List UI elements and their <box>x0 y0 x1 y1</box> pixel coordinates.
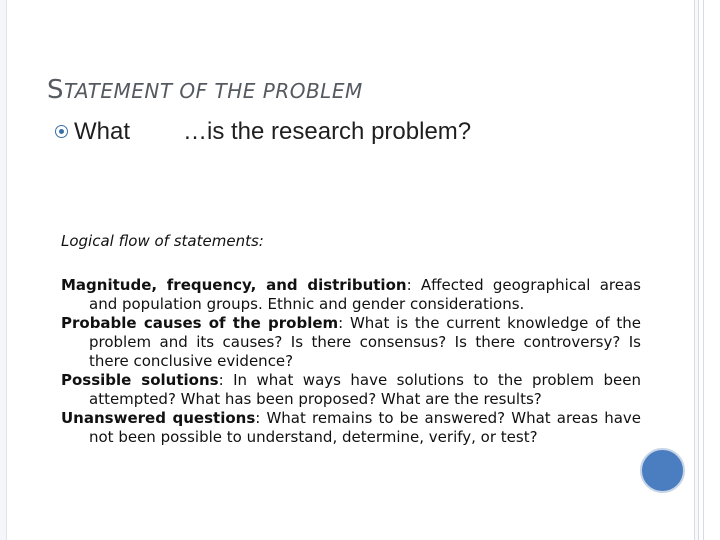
decorative-circle <box>640 448 685 493</box>
item-heading: Magnitude, frequency, and distribution <box>61 276 407 294</box>
title-initial: S <box>47 75 65 105</box>
item-solutions <box>61 371 641 409</box>
item-heading: Possible solutions <box>61 371 219 389</box>
left-border <box>0 0 7 540</box>
lead-text: Logical flow of statements: <box>61 232 264 250</box>
right-border <box>694 0 699 540</box>
item-text: : What is the current knowledge of the problem and its causes? Is there consensus? Is there controversy? Is there conclusive evidence? <box>89 314 641 370</box>
item-unanswered <box>61 409 641 447</box>
right-border-line <box>703 0 706 540</box>
item-text: : In what ways have solutions to the problem been attempted? What has been proposed? What are the results? <box>89 371 641 408</box>
bullet-question: …is the research problem? <box>183 118 472 145</box>
item-heading: Unanswered questions <box>61 409 256 427</box>
slide-title <box>47 75 363 105</box>
item-text: : What remains to be answered? What areas have not been possible to understand, determine, verify, or test? <box>89 409 641 446</box>
bullet-label: What <box>74 118 131 145</box>
body-text <box>61 232 641 447</box>
item-magnitude <box>61 276 641 314</box>
item-heading: Probable causes of the problem <box>61 314 339 332</box>
item-causes <box>61 314 641 371</box>
title-rest: TATEMENT OF THE PROBLEM <box>64 79 363 103</box>
bullet-icon <box>55 125 68 138</box>
item-text: : Affected geographical areas and population groups. Ethnic and gender considerations. <box>89 276 641 313</box>
